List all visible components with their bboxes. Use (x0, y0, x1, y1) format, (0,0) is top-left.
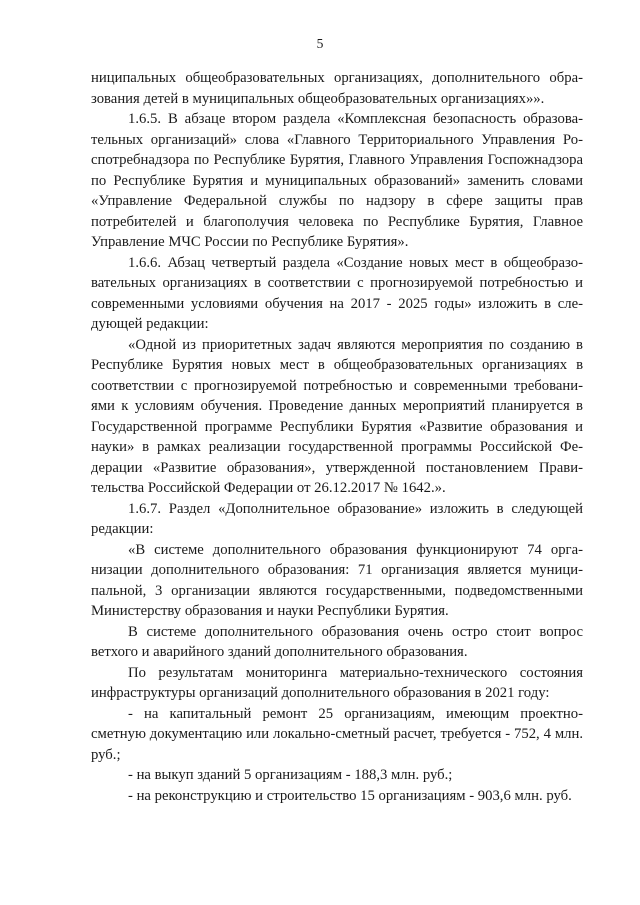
paragraph-quote-additional-education: «В системе дополнительного образования функционируют 74 организации дополнительного образования: 71 организация является муниципальной, 3 организации являются государственными, подведомственными Министерству образования и науки Республики Бурятия. (91, 541, 583, 619)
paragraph-dilapidated-buildings: В системе дополнительного образования очень остро стоит вопрос ветхого и аварийного зданий дополнительного образования. (91, 623, 583, 660)
list-item-capital-repair: - на капитальный ремонт 25 организациям, имеющим проектно-сметную документацию или локально-сметный расчет, требуется - 752, 4 млн. руб.; (91, 705, 583, 763)
paragraph-1-6-6: 1.6.6. Абзац четвертый раздела «Создание новых мест в общеобразовательных организациях в соответствии с прогнозируемой потребностью и современными условиями обучения на 2017 - 2025 годы» изложить в следующей редакции: (91, 254, 583, 332)
page-number: 5 (316, 36, 324, 51)
paragraph-continuation: ниципальных общеобразовательных организациях, дополнительного образования детей в муниципальных общеобразовательных организациях»». (91, 70, 583, 107)
document-body (91, 68, 583, 806)
paragraph-1-6-5: 1.6.5. В абзаце втором раздела «Комплексная безопасность образовательных организаций» слова «Главного Территориального Управления Роспотребнадзора по Республике Бурятия, Главного Управления Госпожнадзора по Республике Бурятия и муниципальных образований» заменить словами «Управление Федеральной службы по надзору в сфере защиты прав потребителей и благополучия человека по Республике Бурятия, Главное Управление МЧС России по Республике Бурятия». (91, 111, 583, 250)
paragraph-monitoring-results: По результатам мониторинга материально-технического состояния инфраструктуры организаций дополнительного образования в 2021 году: (91, 664, 583, 701)
paragraph-quote-priority-tasks: «Одной из приоритетных задач являются мероприятия по созданию в Республике Бурятия новых мест в общеобразовательных организациях в соответствии с прогнозируемой потребностью и современными требованиями к условиям обучения. Проведение данных мероприятий планируется в Государственной программе Республики Бурятия «Развитие образования и науки» в рамках реализации государственной программы Российской Федерации «Развитие образования», утвержденной постановлением Правительства Российской Федерации от 26.12.2017 № 1642.». (91, 336, 583, 496)
list-item-reconstruction: - на реконструкцию и строительство 15 организациям - 903,6 млн. руб. (128, 787, 572, 804)
paragraph-1-6-7: 1.6.7. Раздел «Дополнительное образование» изложить в следующей редакции: (91, 500, 583, 537)
list-item-building-purchase: - на выкуп зданий 5 организациям - 188,3 млн. руб.; (128, 767, 453, 783)
